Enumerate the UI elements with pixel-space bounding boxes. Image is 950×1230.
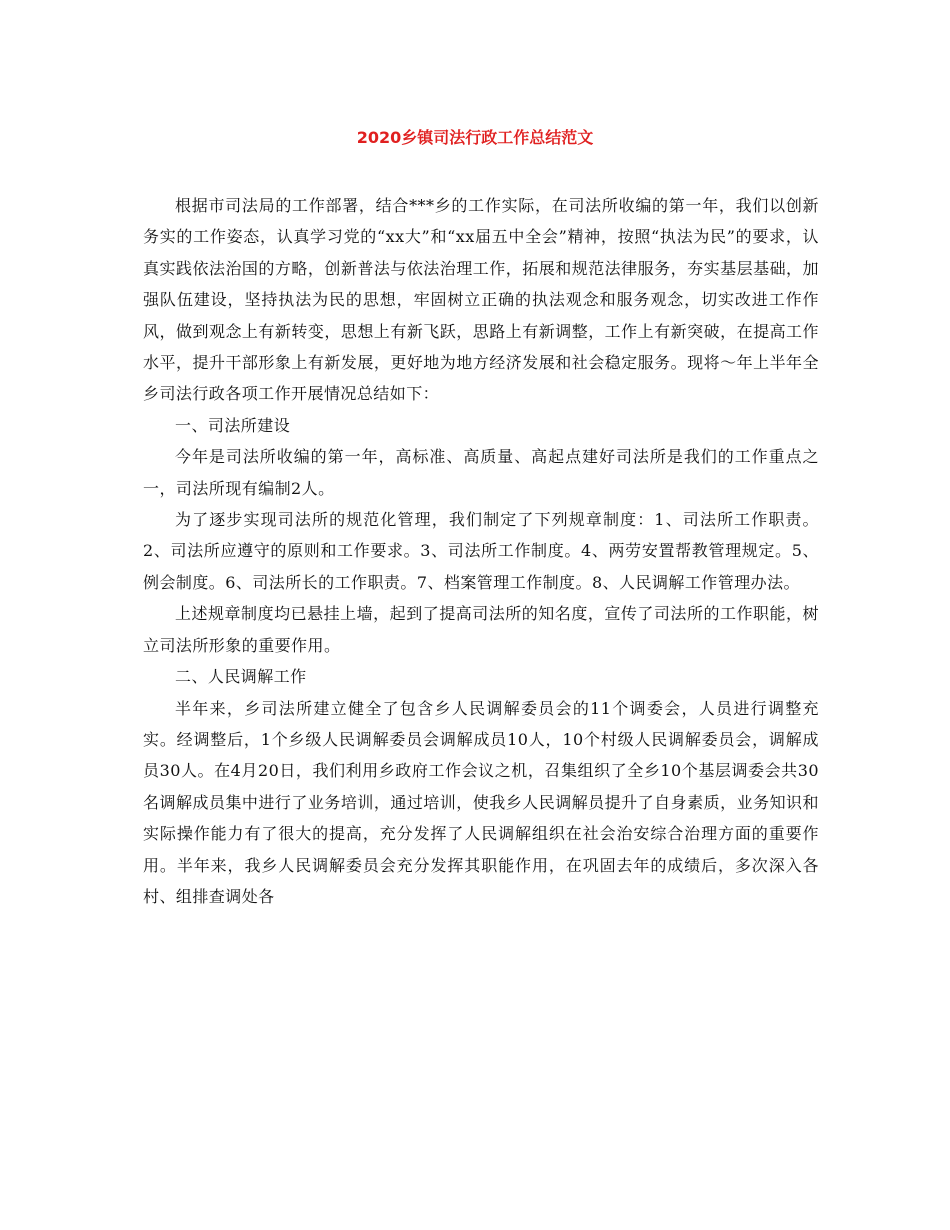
document-body (143, 190, 819, 912)
intro-paragraph: 根据市司法局的工作部署，结合***乡的工作实际，在司法所收编的第一年，我们以创新务实的工作姿态，认真学习党的“xx大”和“xx届五中全会”精神，按照“执法为民”的要求，认真实践依法治国的方略，创新普法与依法治理工作，拓展和规范法律服务，夯实基层基础，加强队伍建设，坚持执法为民的思想，牢固树立正确的执法观念和服务观念，切实改进工作作风，做到观念上有新转变，思想上有新飞跃，思路上有新调整，工作上有新突破，在提高工作水平，提升干部形象上有新发展，更好地为地方经济发展和社会稳定服务。现将～年上半年全乡司法行政各项工作开展情况总结如下： (143, 196, 819, 404)
document-title: 2020乡镇司法行政工作总结范文 (356, 128, 594, 147)
body-paragraph: 为了逐步实现司法所的规范化管理，我们制定了下列规章制度：1、司法所工作职责。2、司法所应遵守的原则和工作要求。3、司法所工作制度。4、两劳安置帮教管理规定。5、例会制度。6、司法所长的工作职责。7、档案管理工作制度。8、人民调解工作管理办法。 (143, 510, 819, 592)
body-paragraph: 今年是司法所收编的第一年，高标准、高质量、高起点建好司法所是我们的工作重点之一，司法所现有编制2人。 (143, 447, 819, 498)
body-paragraph: 上述规章制度均已悬挂上墙，起到了提高司法所的知名度，宣传了司法所的工作职能，树立司法所形象的重要作用。 (143, 604, 819, 655)
body-paragraph: 半年来，乡司法所建立健全了包含乡人民调解委员会的11个调委会，人员进行调整充实。经调整后，1个乡级人民调解委员会调解成员10人，10个村级人民调解委员会，调解成员30人。在4月20日，我们利用乡政府工作会议之机，召集组织了全乡10个基层调委会共30名调解成员集中进行了业务培训，通过培训，使我乡人民调解员提升了自身素质，业务知识和实际操作能力有了很大的提高，充分发挥了人民调解组织在社会治安综合治理方面的重要作用。半年来，我乡人民调解委员会充分发挥其职能作用，在巩固去年的成绩后，多次深入各村、组排查调处各 (143, 698, 819, 906)
section-heading-2: 二、人民调解工作 (175, 667, 307, 687)
section-heading-1: 一、司法所建设 (175, 415, 291, 435)
